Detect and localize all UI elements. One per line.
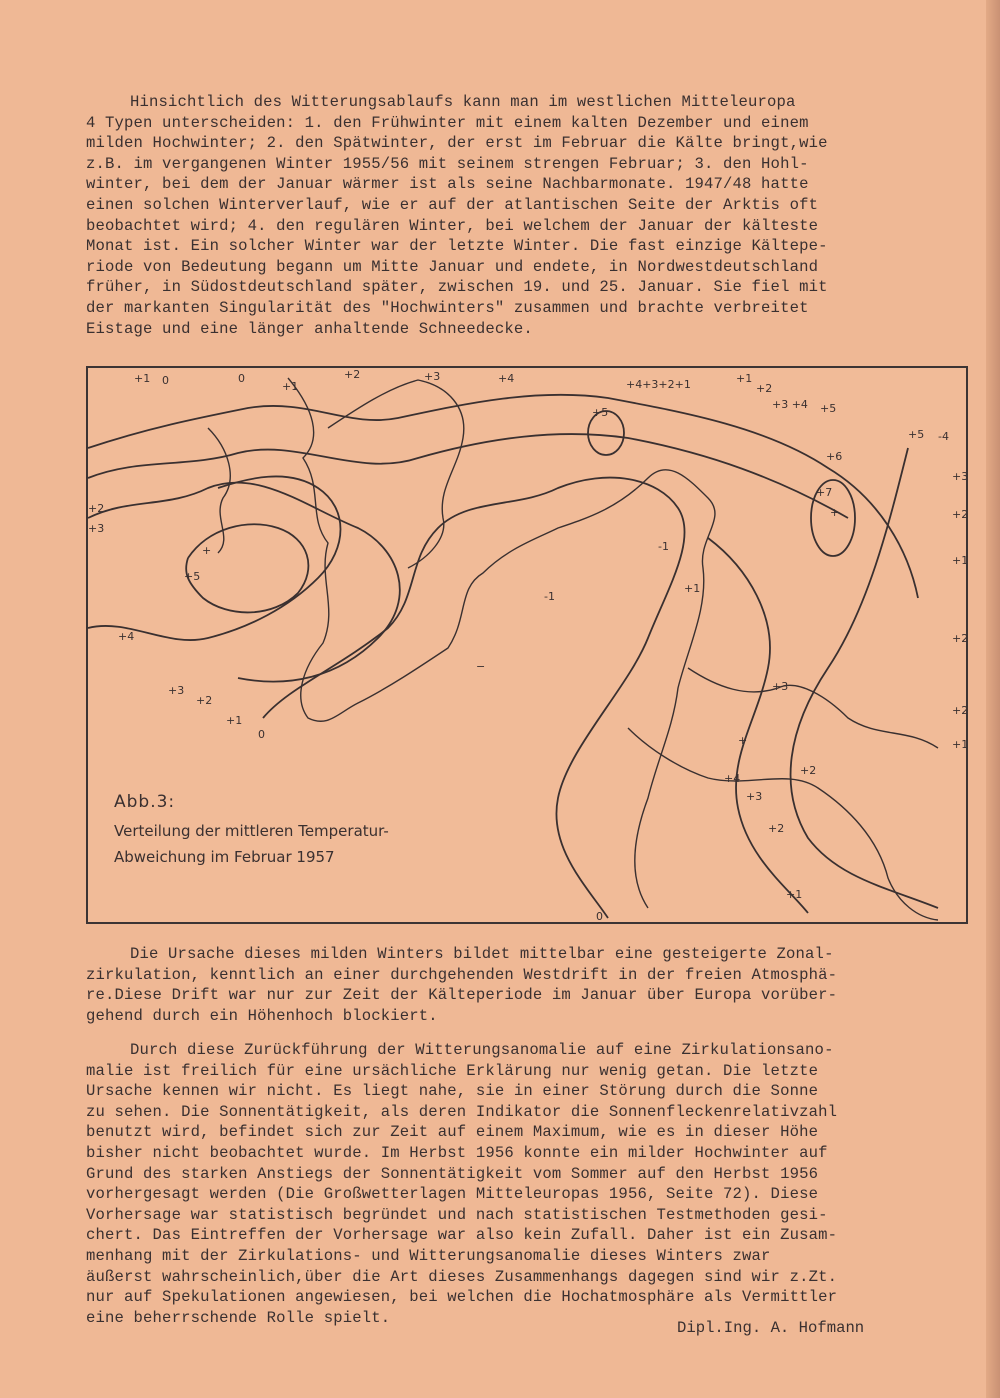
author-signature: Dipl.Ing. A. Hofmann <box>677 1319 865 1337</box>
text-line: bisher nicht beobachtet wurde. Im Herbst 1956 konnte ein milder Hochwinter auf <box>86 1143 828 1162</box>
svg-text:+3: +3 <box>746 790 763 803</box>
svg-text:+2: +2 <box>768 822 785 835</box>
text-line: Monat ist. Ein solcher Winter war der letzte Winter. Die fast einzige Kältepe- <box>86 237 828 256</box>
svg-text:-1: -1 <box>544 590 555 603</box>
text-line: Grund des starken Anstiegs der Sonnentätigkeit vom Sommer auf den Herbst 1956 <box>86 1164 819 1183</box>
svg-text:+3: +3 <box>952 470 969 483</box>
svg-text:0: 0 <box>258 728 265 741</box>
svg-text:+1: +1 <box>952 738 969 751</box>
svg-text:+2: +2 <box>344 368 361 381</box>
svg-text:0: 0 <box>596 910 603 923</box>
text-line: Ursache kennen wir nicht. Es liegt nahe, sie in einer Störung durch die Sonne <box>86 1082 819 1101</box>
isotherm-sea <box>708 538 808 913</box>
text-line: chert. Das Eintreffen der Vorhersage war also kein Zufall. Daher ist ein Zusam- <box>86 1226 838 1245</box>
coastline-british-isles <box>208 428 230 553</box>
text-line: zu sehen. Die Sonnentätigkeit, als deren Indikator die Sonnenfleckenrelativzahl <box>86 1102 838 1121</box>
paragraph-ursache <box>86 944 974 1026</box>
svg-text:+2: +2 <box>756 382 773 395</box>
text-line: Eistage und eine länger anhaltende Schneedecke. <box>86 319 533 338</box>
text-line: Hinsichtlich des Witterungsablaufs kann man im westlichen Mitteleuropa <box>130 93 796 111</box>
svg-text:+2: +2 <box>88 502 105 515</box>
temperature-anomaly-map <box>86 366 968 924</box>
svg-text:+1: +1 <box>684 582 701 595</box>
isotherm-plus1 <box>88 395 918 598</box>
svg-text:+4: +4 <box>498 372 515 385</box>
svg-text:+2: +2 <box>952 704 969 717</box>
svg-text:+1: +1 <box>736 372 753 385</box>
text-line: Die Ursache dieses milden Winters bildet mittelbar eine gesteigerte Zonal- <box>130 945 834 963</box>
paragraph-witterungsablauf <box>86 92 974 339</box>
text-line: gehend durch ein Höhenhoch blockiert. <box>86 1006 438 1025</box>
text-line: einen solchen Winterverlauf, wie er auf der atlantischen Seite der Arktis oft <box>86 195 819 214</box>
svg-text:+3: +3 <box>168 684 185 697</box>
text-line: eine beherrschende Rolle spielt. <box>86 1308 391 1327</box>
svg-text:+3: +3 <box>88 522 105 535</box>
figure-caption-line: Abweichung im Februar 1957 <box>114 848 335 866</box>
svg-text:+5: +5 <box>184 570 201 583</box>
svg-text:+1: +1 <box>226 714 243 727</box>
svg-text:−: − <box>476 660 486 673</box>
isotherm-plus3 <box>88 483 400 682</box>
figure-caption-line: Verteilung der mittleren Temperatur- <box>114 822 389 840</box>
svg-text:+: + <box>830 506 840 519</box>
svg-text:-1: -1 <box>658 540 669 553</box>
svg-text:+4: +4 <box>118 630 135 643</box>
svg-text:+: + <box>738 734 748 747</box>
svg-text:+5: +5 <box>820 402 837 415</box>
svg-text:0: 0 <box>238 372 245 385</box>
svg-text:+3 +4: +3 +4 <box>772 398 808 411</box>
text-line: beobachtet wird; 4. den regulären Winter, bei welchem der Januar der kälteste <box>86 216 819 235</box>
svg-text:+2: +2 <box>800 764 817 777</box>
svg-text:+6: +6 <box>826 450 843 463</box>
text-line: äußerst wahrscheinlich,über die Art dieses Zusammenhangs dagegen sind wir z.Zt. <box>86 1267 838 1286</box>
svg-text:+5: +5 <box>592 406 609 419</box>
svg-text:+3: +3 <box>424 370 441 383</box>
svg-text:+1: +1 <box>786 888 803 901</box>
text-line: benutzt wird, befindet sich zur Zeit auf einem Maximum, wie es in dieser Höhe <box>86 1123 819 1142</box>
text-line: der markanten Singularität des "Hochwinters" zusammen und brachte verbreitet <box>86 298 809 317</box>
svg-text:+5: +5 <box>908 428 925 441</box>
svg-text:0: 0 <box>162 374 169 387</box>
coastline-mediterranean <box>688 668 938 748</box>
text-line: Vorhersage war statistisch begründet und nach statistischen Testmethoden gesi- <box>86 1205 828 1224</box>
svg-text:+2: +2 <box>196 694 213 707</box>
text-line: Durch diese Zurückführung der Witterungsanomalie auf eine Zirkulationsano- <box>130 1041 834 1059</box>
svg-text:+: + <box>202 544 212 557</box>
svg-text:-4: -4 <box>938 430 949 443</box>
svg-text:+1: +1 <box>282 380 299 393</box>
text-line: riode von Bedeutung begann um Mitte Januar und endete, in Nordwestdeutschland <box>86 257 819 276</box>
text-line: vorhergesagt werden (Die Großwetterlagen Mitteleuropas 1956, Seite 72). Diese <box>86 1185 819 1204</box>
svg-text:+3: +3 <box>772 680 789 693</box>
figure-label: Abb.3: <box>114 792 176 812</box>
text-line: nur auf Spekulationen angewiesen, bei welchen die Hochatmosphäre als Vermittler <box>86 1288 838 1307</box>
isotherm-east <box>791 448 938 908</box>
text-line: früher, in Südostdeutschland später, zwischen 19. und 25. Januar. Sie fiel mit <box>86 278 828 297</box>
svg-text:+1: +1 <box>134 372 151 385</box>
svg-text:+4: +4 <box>724 772 741 785</box>
text-line: re.Diese Drift war nur zur Zeit der Kälteperiode im Januar über Europa vorüber- <box>86 986 838 1005</box>
text-line: winter, bei dem der Januar wärmer ist als seine Nachbarmonate. 1947/48 hatte <box>86 175 809 194</box>
svg-text:+2: +2 <box>952 632 969 645</box>
svg-text:+7: +7 <box>816 486 833 499</box>
text-line: milden Hochwinter; 2. den Spätwinter, der erst im Februar die Kälte bringt,wie <box>86 134 828 153</box>
text-line: malie ist freilich für eine ursächliche Erklärung nur wenig getan. Die letzte <box>86 1061 819 1080</box>
page-edge <box>986 0 1000 1398</box>
isotherm-plus2 <box>88 434 848 518</box>
svg-text:+4+3+2+1: +4+3+2+1 <box>626 378 691 391</box>
text-line: 4 Typen unterscheiden: 1. den Frühwinter mit einem kalten Dezember und einem <box>86 113 809 132</box>
isotherm-plus5 <box>186 524 308 612</box>
text-line: z.B. im vergangenen Winter 1955/56 mit seinem strengen Februar; 3. den Hohl- <box>86 154 809 173</box>
paragraph-zirkulationsanomalie <box>86 1040 974 1328</box>
text-line: menhang mit der Zirkulations- und Witterungsanomalie dieses Winters zwar <box>86 1246 771 1265</box>
svg-text:+1: +1 <box>952 554 969 567</box>
text-line: zirkulation, kenntlich an einer durchgehenden Westdrift in der freien Atmosphä- <box>86 965 838 984</box>
svg-text:+2: +2 <box>952 508 969 521</box>
